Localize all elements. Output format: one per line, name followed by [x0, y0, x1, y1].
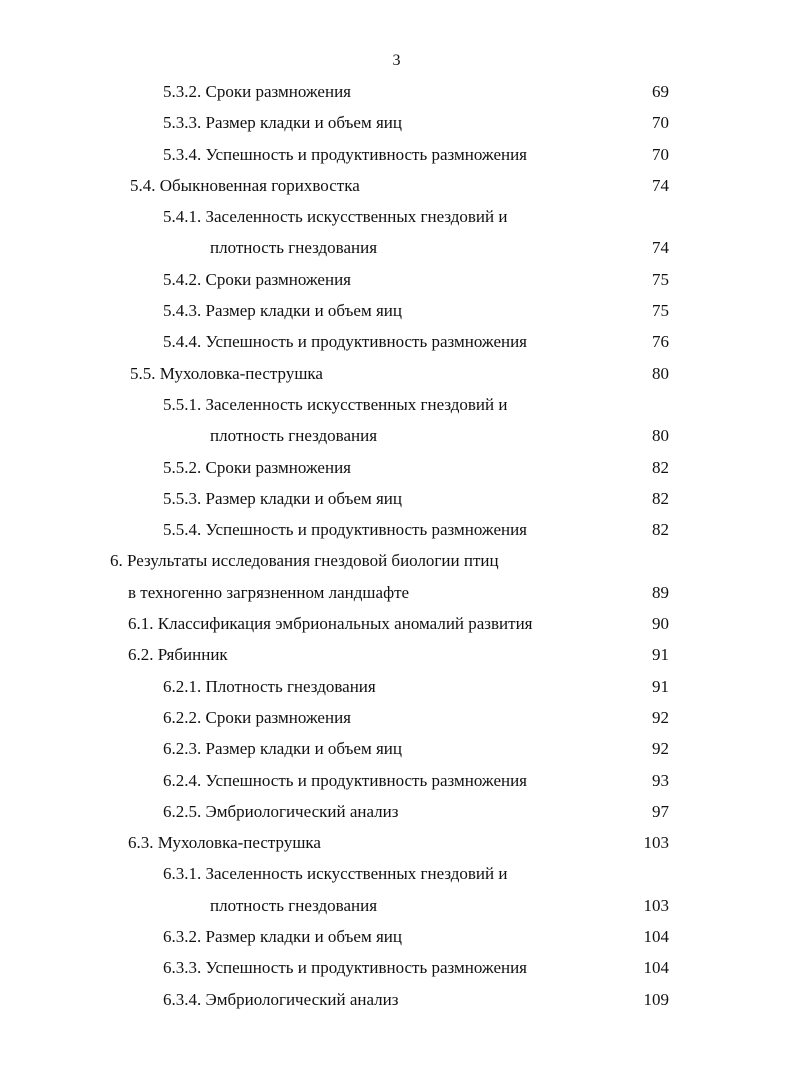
toc-entry-page: 92	[652, 739, 669, 759]
toc-entry	[0, 984, 793, 1015]
toc-entry-title: 6.3.1. Заселенность искусственных гнездовий и	[163, 864, 508, 884]
toc-entry-page: 109	[643, 989, 669, 1009]
toc-entry	[0, 890, 793, 921]
toc-entry-page: 90	[652, 614, 669, 634]
toc-entry-title: 5.4.1. Заселенность искусственных гнездовий и	[163, 207, 508, 227]
toc-entry	[0, 796, 793, 827]
toc-entry	[0, 827, 793, 858]
toc-entry	[0, 420, 793, 451]
toc-entry	[0, 577, 793, 608]
toc-entry-page: 74	[652, 238, 669, 258]
toc-entry-title: 5.4.2. Сроки размножения	[163, 269, 351, 289]
toc-entry-title: 5.5. Мухоловка-пеструшка	[130, 363, 323, 383]
toc-entry	[0, 921, 793, 952]
toc-entry-title: в техногенно загрязненном ландшафте	[128, 582, 410, 602]
toc-entry-page: 89	[652, 582, 669, 602]
toc-entry-page: 74	[652, 175, 669, 195]
toc-entry-page: 97	[652, 801, 669, 821]
toc-entry-title: 5.4.3. Размер кладки и объем яиц	[163, 301, 403, 321]
toc-entry-title: плотность гнездования	[210, 238, 378, 258]
toc-entry-title: 6. Результаты исследования гнездовой биологии птиц	[110, 551, 499, 571]
toc-entry-title: 6.2.2. Сроки размножения	[163, 707, 351, 727]
toc-entry	[0, 671, 793, 702]
toc-entry-title: 5.4.4. Успешность и продуктивность размножения	[163, 332, 527, 352]
toc-entry-title: 6.3.2. Размер кладки и объем яиц	[163, 927, 403, 947]
toc-entry-page: 91	[652, 676, 669, 696]
toc-entry	[0, 76, 793, 107]
toc-entry-title: 6.3.4. Эмбриологический анализ	[163, 989, 399, 1009]
toc-entry	[0, 765, 793, 796]
toc-entry	[0, 264, 793, 295]
toc-entry-title: 6.3. Мухоловка-пеструшка	[128, 833, 321, 853]
toc-entry-title: плотность гнездования	[210, 895, 378, 915]
toc-entry-page: 76	[652, 332, 669, 352]
toc-entry	[0, 702, 793, 733]
toc-entry-title: 6.2.3. Размер кладки и объем яиц	[163, 739, 403, 759]
toc-entry-title: 6.1. Классификация эмбриональных аномалий развития	[128, 614, 533, 634]
toc-entry-title: 6.2.1. Плотность гнездования	[163, 676, 376, 696]
toc-entry-title: 5.5.2. Сроки размножения	[163, 457, 351, 477]
toc-entry	[0, 952, 793, 983]
toc-entry-page: 91	[652, 645, 669, 665]
toc-entry-title: 5.3.4. Успешность и продуктивность размножения	[163, 144, 527, 164]
toc-entry-page: 104	[643, 927, 669, 947]
toc-entry-title: 5.5.1. Заселенность искусственных гнездовий и	[163, 394, 508, 414]
toc-entry-page: 75	[652, 301, 669, 321]
toc-entry	[0, 389, 793, 420]
toc-entry-title: плотность гнездования	[210, 426, 378, 446]
toc-entry	[0, 201, 793, 232]
toc-entry-page: 80	[652, 363, 669, 383]
toc-entry	[0, 139, 793, 170]
toc-entry-page: 82	[652, 488, 669, 508]
toc-entry	[0, 514, 793, 545]
toc-entry-title: 5.4. Обыкновенная горихвостка	[130, 175, 360, 195]
toc-entry-page: 75	[652, 269, 669, 289]
toc-entry	[0, 107, 793, 138]
table-of-contents	[0, 76, 793, 1015]
toc-entry-title: 5.5.4. Успешность и продуктивность размножения	[163, 520, 527, 540]
toc-entry	[0, 170, 793, 201]
toc-entry	[0, 483, 793, 514]
toc-entry-title: 6.3.3. Успешность и продуктивность размножения	[163, 958, 527, 978]
toc-entry	[0, 326, 793, 357]
toc-entry	[0, 639, 793, 670]
toc-entry-page: 104	[643, 958, 669, 978]
toc-entry	[0, 452, 793, 483]
toc-entry-title: 6.2. Рябинник	[128, 645, 228, 665]
toc-entry	[0, 733, 793, 764]
toc-entry	[0, 608, 793, 639]
toc-entry-title: 5.3.2. Сроки размножения	[163, 82, 351, 101]
toc-entry-page: 70	[652, 113, 669, 133]
toc-entry	[0, 545, 793, 576]
toc-entry-title: 6.2.5. Эмбриологический анализ	[163, 801, 399, 821]
toc-entry	[0, 295, 793, 326]
toc-entry-title: 5.5.3. Размер кладки и объем яиц	[163, 488, 403, 508]
toc-entry	[0, 358, 793, 389]
toc-entry-page: 82	[652, 520, 669, 540]
toc-entry-page: 69	[652, 82, 669, 101]
toc-entry-title: 5.3.3. Размер кладки и объем яиц	[163, 113, 403, 133]
page-number: 3	[392, 52, 401, 69]
toc-entry-page: 80	[652, 426, 669, 446]
toc-entry-page: 82	[652, 457, 669, 477]
toc-entry-page: 93	[652, 770, 669, 790]
toc-entry-page: 103	[643, 833, 669, 853]
toc-entry-title: 6.2.4. Успешность и продуктивность размножения	[163, 770, 527, 790]
toc-entry	[0, 232, 793, 263]
toc-entry	[0, 858, 793, 889]
toc-entry-page: 103	[643, 895, 669, 915]
toc-entry-page: 92	[652, 707, 669, 727]
toc-entry-page: 70	[652, 144, 669, 164]
